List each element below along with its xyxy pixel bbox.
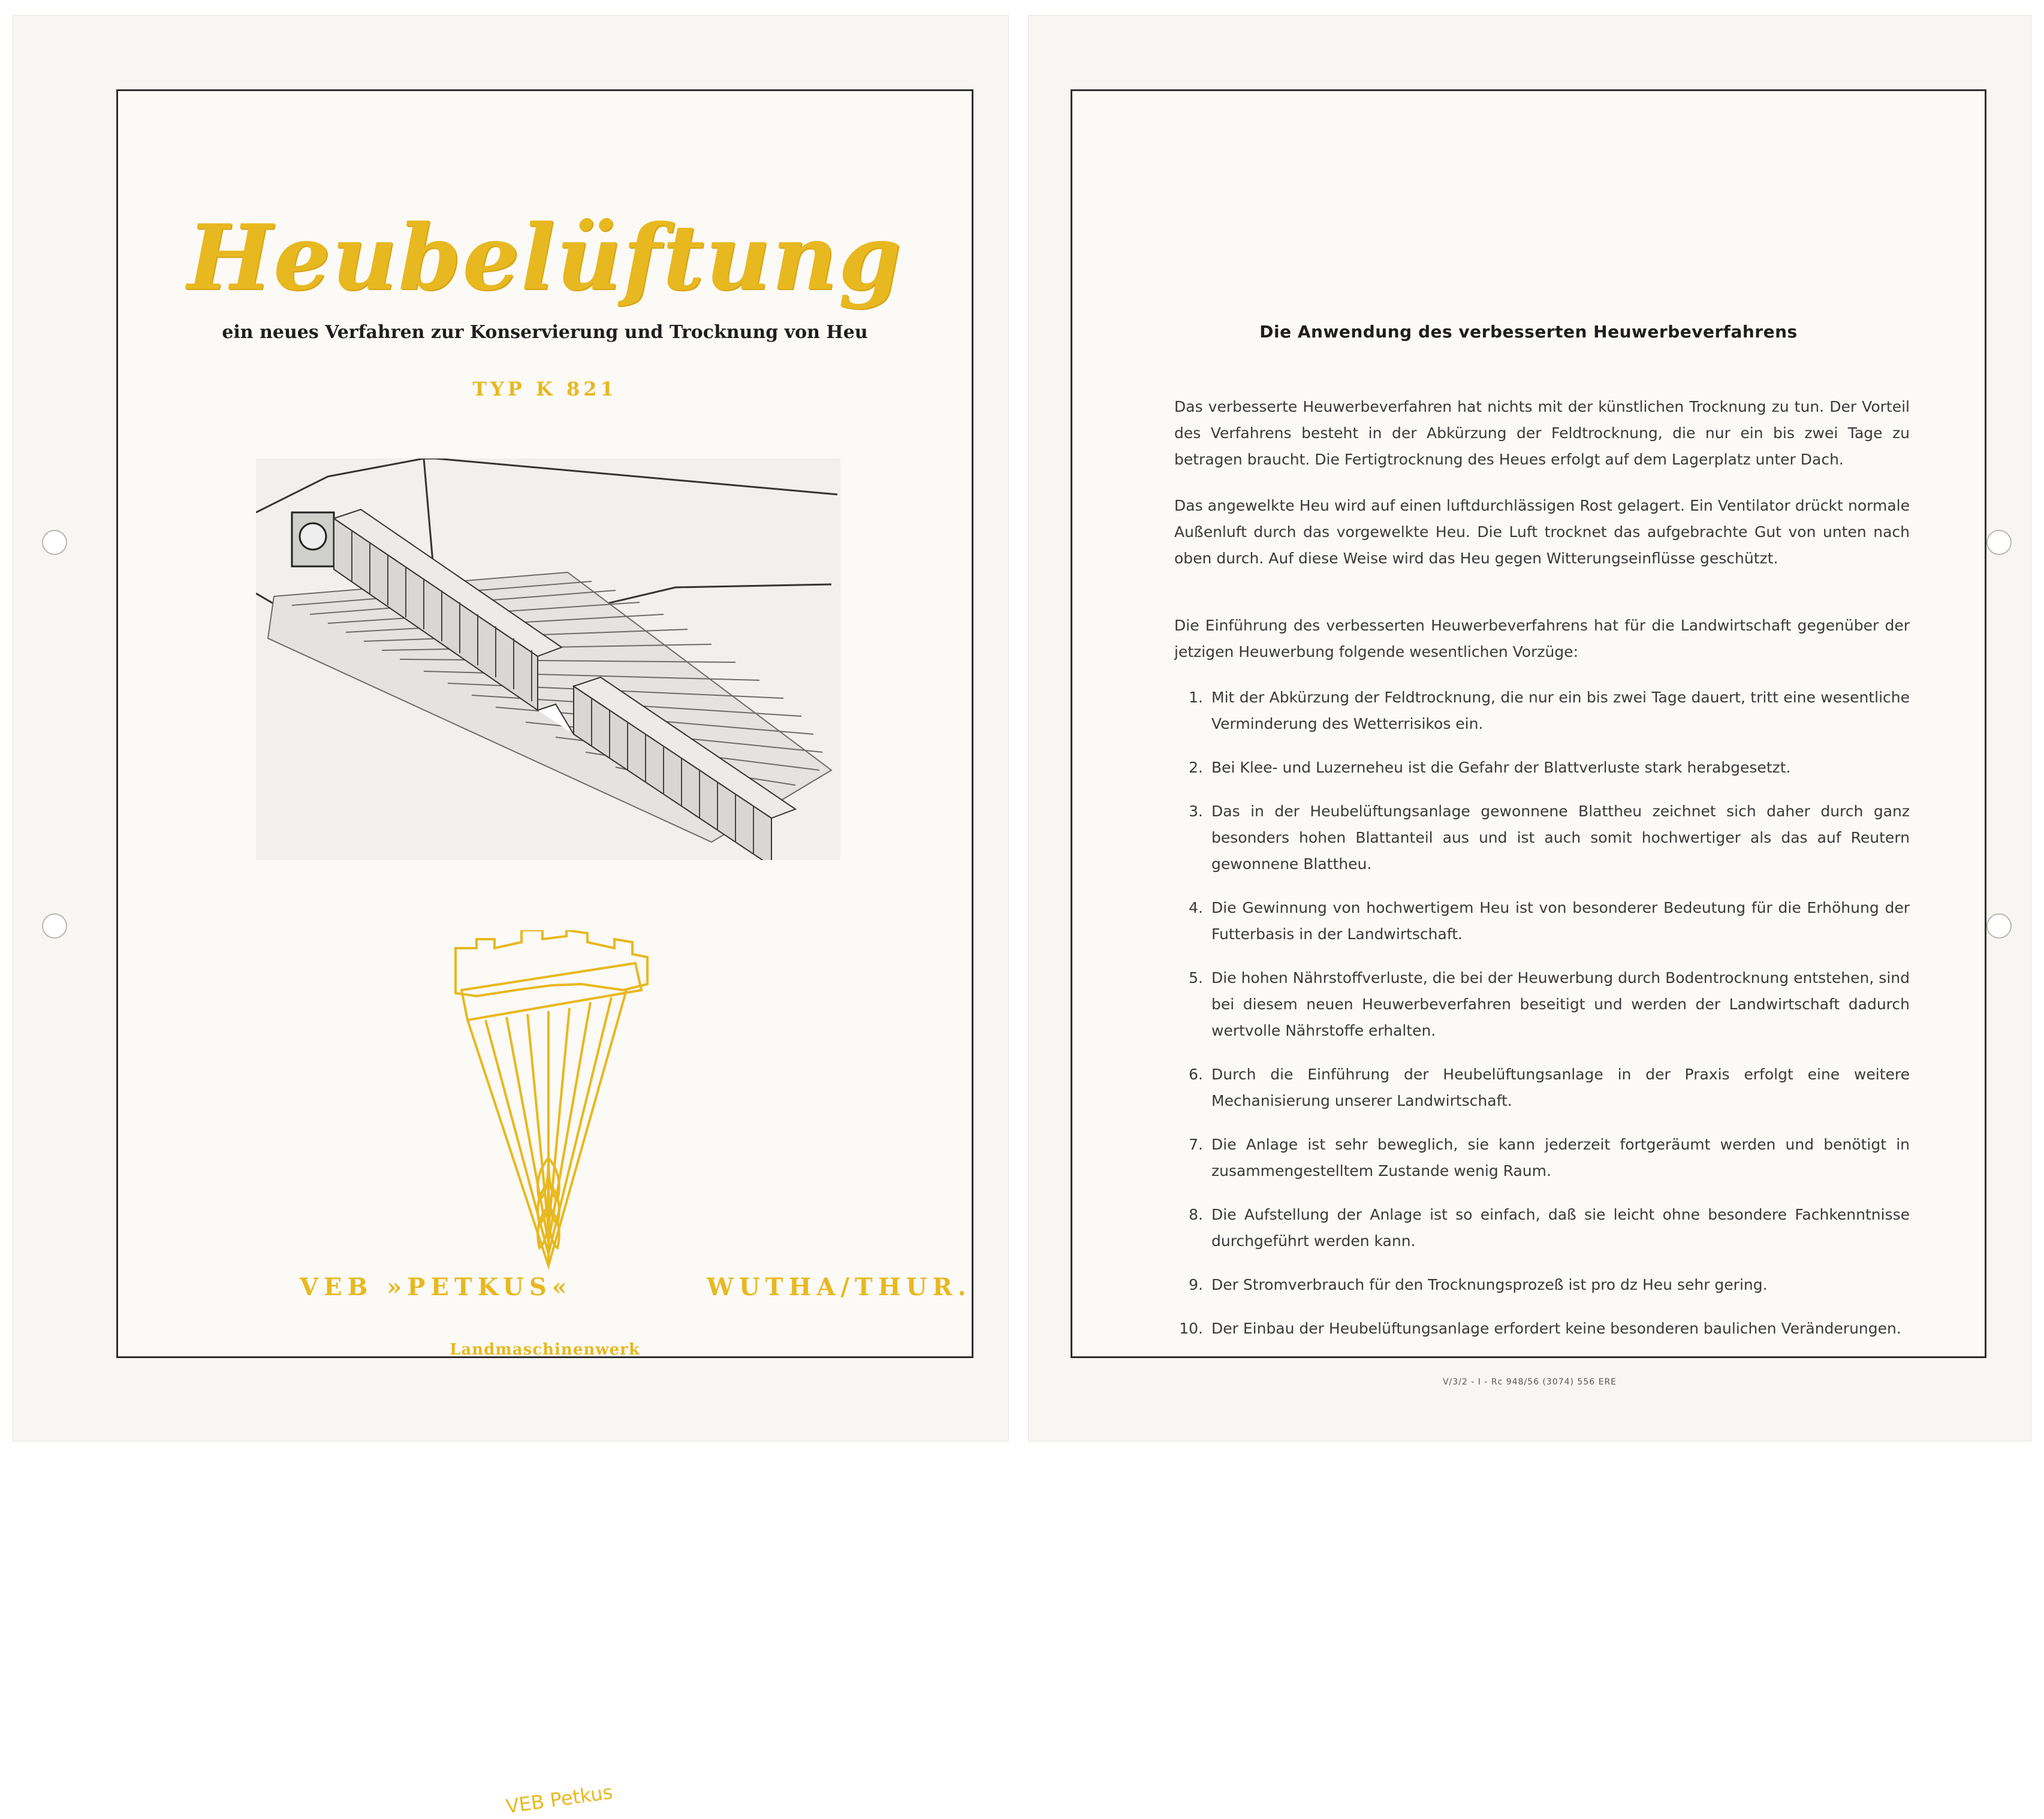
list-number: 9. — [1189, 1276, 1203, 1293]
list-text: Der Stromverbrauch für den Trocknungsprozeß ist pro dz Heu sehr gering. — [1211, 1276, 1768, 1293]
list-number: 2. — [1189, 759, 1203, 776]
section-heading: Die Anwendung des verbesserten Heuwerbeverfahrens — [1259, 322, 1798, 342]
page-subtitle: ein neues Verfahren zur Konservierung und Trocknung von Heu — [222, 322, 868, 343]
list-text: Die Aufstellung der Anlage ist so einfach, daß sie leicht ohne besondere Fachkenntnisse durchgeführt werden kann. — [1211, 1206, 1910, 1250]
punch-hole-top — [42, 530, 67, 555]
list-text: Die Gewinnung von hochwertigem Heu ist von besonderer Bedeutung für die Erhöhung der Futterbasis in der Landwirtschaft. — [1211, 899, 1910, 943]
list-item — [1174, 1272, 1910, 1298]
model-type: TYP K 821 — [472, 378, 617, 400]
list-number: 1. — [1189, 689, 1203, 706]
company-name: VEB »PETKUS« — [300, 1273, 572, 1301]
list-number: 3. — [1189, 803, 1203, 820]
punch-hole-bottom — [1986, 913, 2012, 939]
list-number: 10. — [1179, 1320, 1203, 1337]
list-number: 7. — [1189, 1136, 1203, 1153]
list-item — [1174, 965, 1910, 1044]
list-item — [1174, 895, 1910, 948]
intro-paragraph: Das verbesserte Heuwerbeverfahren hat nichts mit der künstlichen Trocknung zu tun. Der Vorteil des Verfahrens besteht in der Abkürzung der Feldtrocknung, die nur ein bis zwei Tage zu betragen braucht. Die Fertigtrocknung des Heues erfolgt auf dem Lagerplatz unter Dach. — [1174, 398, 1910, 468]
company-location: WUTHA/THUR. — [707, 1273, 972, 1301]
list-number: 8. — [1189, 1206, 1203, 1223]
list-item — [1174, 1316, 1910, 1342]
right-page — [1029, 16, 2031, 1441]
list-item — [1174, 684, 1910, 737]
logo-text: VEB Petkus — [504, 1780, 614, 1818]
list-text: Der Einbau der Heubelüftungsanlage erfordert keine besonderen baulichen Veränderungen. — [1211, 1320, 1901, 1337]
right-page-frame — [1071, 89, 1986, 1358]
list-text: Mit der Abkürzung der Feldtrocknung, die nur ein bis zwei Tage dauert, tritt eine wesentliche Verminderung des Wetterrisikos ein. — [1211, 689, 1910, 732]
list-text: Das in der Heubelüftungsanlage gewonnene Blattheu zeichnet sich daher durch ganz besonders hohen Blattanteil aus und ist auch somit hochwertiger als das auf Reutern gewonnene Blattheu. — [1211, 803, 1910, 873]
left-page-frame — [116, 89, 973, 1818]
advantages-intro: Die Einführung des verbesserten Heuwerbeverfahrens hat für die Landwirtschaft gegenüber der jetzigen Heuwerbung folgende wesentlichen Vorzüge: — [1174, 617, 1910, 660]
list-text: Die Anlage ist sehr beweglich, sie kann jederzeit fortgeräumt werden und benötigt in zusammengestelltem Zustande wenig Raum. — [1211, 1136, 1910, 1180]
hay-ventilation-illustration — [256, 458, 840, 860]
process-paragraph: Das angewelkte Heu wird auf einen luftdurchlässigen Rost gelagert. Ein Ventilator drückt normale Außenluft durch das vorgewelkte Heu. Die Luft trocknet das aufgebrachte Gut von unten nach oben durch. Auf diese Weise wird das Heu gegen Witterungseinflüsse geschützt. — [1174, 497, 1910, 567]
list-item — [1174, 1061, 1910, 1114]
company-description: Landmaschinenwerk — [450, 1341, 640, 1359]
list-item — [1174, 755, 1910, 781]
punch-hole-top — [1986, 530, 2012, 555]
list-number: 4. — [1189, 899, 1203, 916]
list-text: Die hohen Nährstoffverluste, die bei der Heuwerbung durch Bodentrocknung entstehen, sind bei diesem neuen Heuwerbeverfahren beseitigt und werden der Landwirtschaft dadurch wertvolle Nährstoffe erhalten. — [1211, 969, 1910, 1039]
list-text: Bei Klee- und Luzerneheu ist die Gefahr der Blattverluste stark herabgesetzt. — [1211, 759, 1791, 776]
list-item — [1174, 1132, 1910, 1184]
list-number: 5. — [1189, 969, 1203, 987]
page-title: Heubelüftung — [187, 205, 903, 310]
print-code: V/3/2 - I - Rc 948/56 (3074) 556 ERE — [1442, 1377, 1617, 1387]
list-number: 6. — [1189, 1066, 1203, 1083]
list-text: Durch die Einführung der Heubelüftungsanlage in der Praxis erfolgt eine weitere Mechanisierung unserer Landwirtschaft. — [1211, 1066, 1910, 1109]
left-page — [13, 16, 1008, 1818]
advantages-list — [1174, 684, 1910, 1359]
list-item — [1174, 1202, 1910, 1254]
punch-hole-bottom — [42, 913, 67, 939]
list-item — [1174, 798, 1910, 877]
